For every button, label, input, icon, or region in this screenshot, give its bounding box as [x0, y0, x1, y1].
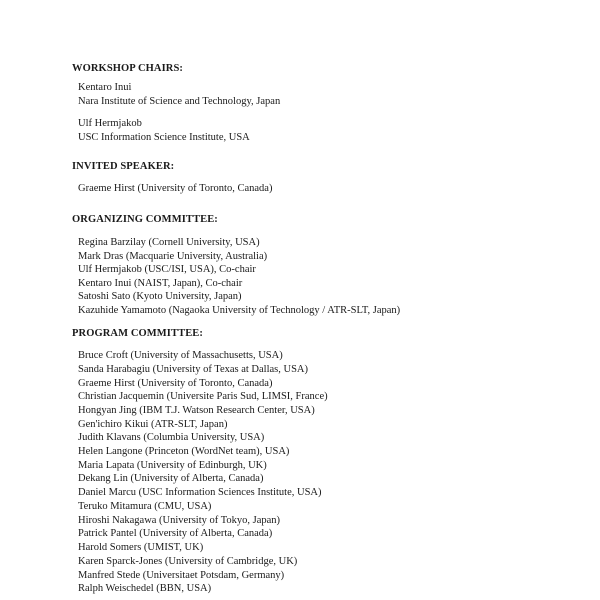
program-committee-member: Patrick Pantel (University of Alberta, Canada): [78, 528, 273, 539]
program-committee-member: Teruko Mitamura (CMU, USA): [78, 501, 212, 512]
organizing-committee-heading: ORGANIZING COMMITTEE:: [72, 214, 218, 225]
program-committee-member: Manfred Stede (Universitaet Potsdam, Germany): [78, 570, 285, 581]
chair-name: Kentaro Inui: [78, 82, 132, 93]
committee-member: Kazuhide Yamamoto (Nagaoka University of Technology / ATR-SLT, Japan): [78, 305, 401, 316]
program-committee-heading: PROGRAM COMMITTEE:: [72, 328, 203, 339]
invited-speaker-entry: Graeme Hirst (University of Toronto, Canada): [78, 183, 273, 194]
program-committee-member: Bruce Croft (University of Massachusetts, USA): [78, 350, 283, 361]
program-committee-member: Hiroshi Nakagawa (University of Tokyo, Japan): [78, 515, 281, 526]
program-committee-member: Harold Somers (UMIST, UK): [78, 542, 204, 553]
chair-affiliation: USC Information Science Institute, USA: [78, 132, 250, 143]
committee-member: Satoshi Sato (Kyoto University, Japan): [78, 291, 242, 302]
program-committee-member: Helen Langone (Princeton (WordNet team), USA): [78, 446, 290, 457]
committee-member: Kentaro Inui (NAIST, Japan), Co-chair: [78, 278, 243, 289]
program-committee-member: Sanda Harabagiu (University of Texas at Dallas, USA): [78, 364, 309, 375]
chair-name: Ulf Hermjakob: [78, 118, 142, 129]
program-committee-member: Judith Klavans (Columbia University, USA): [78, 432, 265, 443]
program-committee-member: Hongyan Jing (IBM T.J. Watson Research Center, USA): [78, 405, 315, 416]
committee-member: Regina Barzilay (Cornell University, USA): [78, 237, 260, 248]
program-committee-member: Maria Lapata (University of Edinburgh, UK): [78, 460, 267, 471]
workshop-chairs-heading: WORKSHOP CHAIRS:: [72, 63, 183, 74]
committee-member: Mark Dras (Macquarie University, Australia): [78, 251, 268, 262]
program-committee-member: Gen'ichiro Kikui (ATR-SLT, Japan): [78, 419, 228, 430]
invited-speaker-heading: INVITED SPEAKER:: [72, 161, 175, 172]
program-committee-member: Graeme Hirst (University of Toronto, Canada): [78, 378, 273, 389]
program-committee-member: Dekang Lin (University of Alberta, Canada): [78, 473, 264, 484]
program-committee-member: Ralph Weischedel (BBN, USA): [78, 583, 212, 594]
chair-affiliation: Nara Institute of Science and Technology, Japan: [78, 96, 281, 107]
program-committee-member: Daniel Marcu (USC Information Sciences Institute, USA): [78, 487, 322, 498]
committee-member: Ulf Hermjakob (USC/ISI, USA), Co-chair: [78, 264, 256, 275]
program-committee-member: Karen Sparck-Jones (University of Cambridge, UK): [78, 556, 298, 567]
program-committee-member: Christian Jacquemin (Universite Paris Sud, LIMSI, France): [78, 391, 328, 402]
